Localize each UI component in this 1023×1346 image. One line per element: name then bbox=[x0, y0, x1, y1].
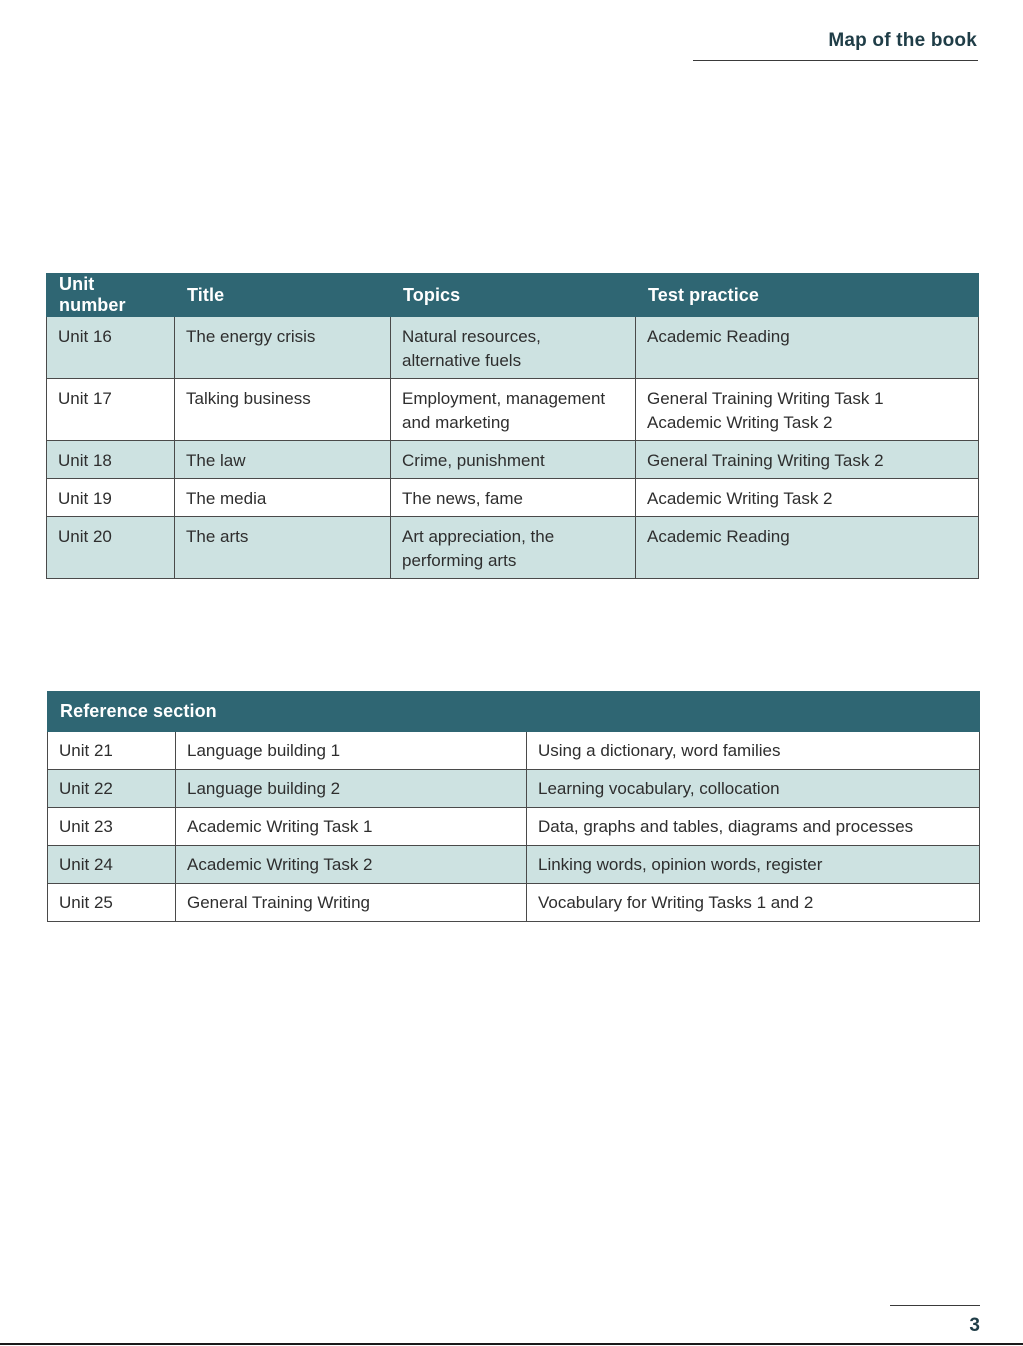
running-head: Map of the book bbox=[828, 30, 977, 51]
units-table-header-row bbox=[47, 274, 979, 317]
unit-cell: Unit 17 bbox=[47, 379, 175, 441]
topics-cell: Linking words, opinion words, register bbox=[527, 846, 980, 884]
unit-cell: Unit 22 bbox=[48, 770, 176, 808]
table-row bbox=[47, 379, 979, 441]
title-cell: Language building 1 bbox=[176, 732, 527, 770]
title-cell: The law bbox=[175, 441, 391, 479]
column-header-topics: Topics bbox=[391, 274, 636, 317]
unit-cell: Unit 21 bbox=[48, 732, 176, 770]
test-practice-cell bbox=[636, 479, 979, 517]
unit-cell: Unit 23 bbox=[48, 808, 176, 846]
test-practice-cell bbox=[636, 379, 979, 441]
reference-section-header: Reference section bbox=[48, 692, 980, 732]
unit-cell: Unit 19 bbox=[47, 479, 175, 517]
test-practice-line: Academic Writing Task 2 bbox=[647, 413, 833, 432]
topics-line: The news, fame bbox=[402, 489, 523, 508]
test-practice-cell bbox=[636, 317, 979, 379]
unit-cell: Unit 24 bbox=[48, 846, 176, 884]
test-practice-cell bbox=[636, 441, 979, 479]
topics-line: and marketing bbox=[402, 413, 510, 432]
test-practice-cell bbox=[636, 517, 979, 579]
unit-cell: Unit 25 bbox=[48, 884, 176, 922]
footer-rule bbox=[890, 1305, 980, 1306]
page-bottom-edge bbox=[0, 1343, 1023, 1345]
title-cell: Language building 2 bbox=[176, 770, 527, 808]
table-row bbox=[47, 517, 979, 579]
reference-section-header-row bbox=[48, 692, 980, 732]
title-cell: General Training Writing bbox=[176, 884, 527, 922]
topics-line: performing arts bbox=[402, 551, 517, 570]
column-header-test-practice: Test practice bbox=[636, 274, 979, 317]
topics-line: alternative fuels bbox=[402, 351, 522, 370]
table-row bbox=[47, 441, 979, 479]
table-row bbox=[48, 770, 980, 808]
reference-section-table bbox=[47, 691, 980, 922]
column-header-title: Title bbox=[175, 274, 391, 317]
title-cell: Academic Writing Task 1 bbox=[176, 808, 527, 846]
table-row bbox=[48, 732, 980, 770]
title-cell: Academic Writing Task 2 bbox=[176, 846, 527, 884]
topics-cell: Learning vocabulary, collocation bbox=[527, 770, 980, 808]
topics-cell bbox=[391, 517, 636, 579]
page-number: 3 bbox=[969, 1315, 980, 1336]
topics-line: Art appreciation, the bbox=[402, 527, 555, 546]
table-row bbox=[48, 808, 980, 846]
column-header-unit-number: Unit number bbox=[47, 274, 175, 317]
table-row bbox=[47, 479, 979, 517]
topics-line: Natural resources, bbox=[402, 327, 541, 346]
unit-cell: Unit 16 bbox=[47, 317, 175, 379]
test-practice-line: General Training Writing Task 1 bbox=[647, 389, 884, 408]
topics-cell: Data, graphs and tables, diagrams and processes bbox=[527, 808, 980, 846]
title-cell: The energy crisis bbox=[175, 317, 391, 379]
table-row bbox=[48, 884, 980, 922]
topics-cell bbox=[391, 441, 636, 479]
topics-cell: Using a dictionary, word families bbox=[527, 732, 980, 770]
topics-line: Crime, punishment bbox=[402, 451, 545, 470]
title-cell: The arts bbox=[175, 517, 391, 579]
test-practice-line: Academic Reading bbox=[647, 527, 790, 546]
unit-cell: Unit 20 bbox=[47, 517, 175, 579]
running-head-rule bbox=[693, 60, 978, 61]
test-practice-line: General Training Writing Task 2 bbox=[647, 451, 884, 470]
topics-cell bbox=[391, 379, 636, 441]
table-row bbox=[48, 846, 980, 884]
topics-line: Employment, management bbox=[402, 389, 606, 408]
topics-cell: Vocabulary for Writing Tasks 1 and 2 bbox=[527, 884, 980, 922]
units-table bbox=[46, 273, 979, 579]
title-cell: The media bbox=[175, 479, 391, 517]
topics-cell bbox=[391, 317, 636, 379]
title-cell: Talking business bbox=[175, 379, 391, 441]
test-practice-line: Academic Writing Task 2 bbox=[647, 489, 833, 508]
table-row bbox=[47, 317, 979, 379]
test-practice-line: Academic Reading bbox=[647, 327, 790, 346]
unit-cell: Unit 18 bbox=[47, 441, 175, 479]
topics-cell bbox=[391, 479, 636, 517]
